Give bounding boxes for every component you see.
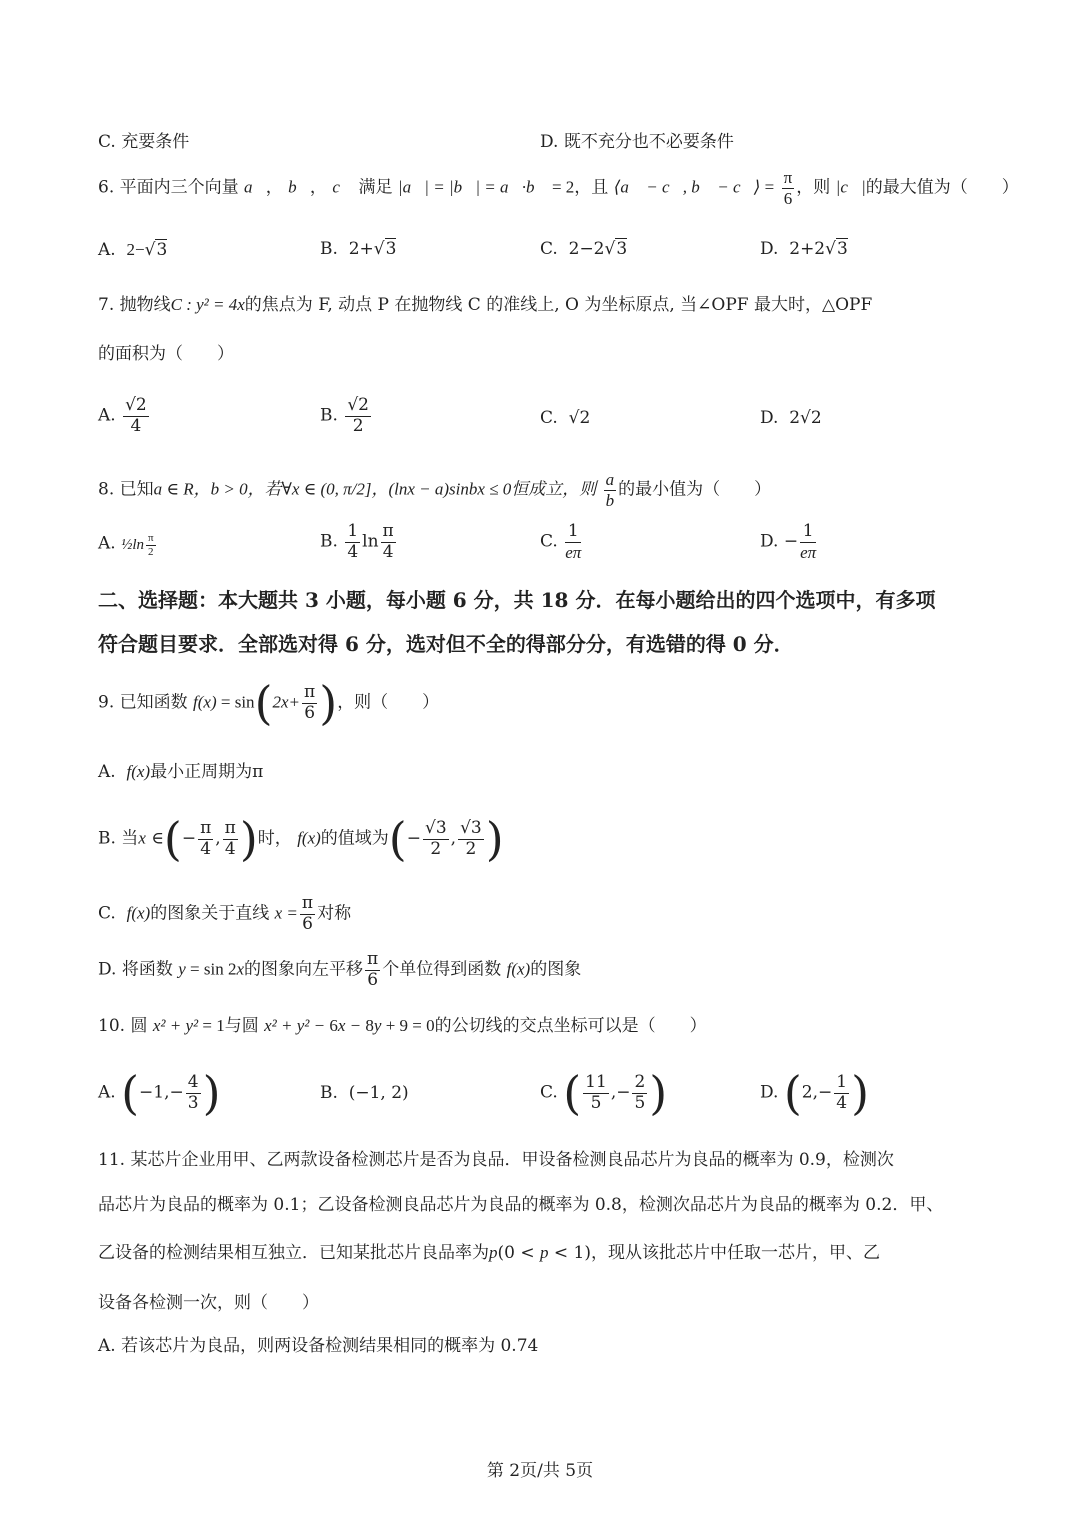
q8-option-c: C. $\frac{1}{e\pi}$ <box>540 521 582 562</box>
page-number: 第 2页/共 5页 <box>486 1461 594 1481</box>
q9-stem: 9. 已知函数 f(x) = sin(2x+ $\frac{\pi}{6}$ )，则（ ） <box>98 676 440 730</box>
q7-option-c: C. √2 <box>540 408 591 428</box>
q10-stem: 10. 圆 x² + y² = 1与圆 x² + y² − 6x − 8y + 9 = 0的公切线的交点坐标可以是（ ） <box>98 1016 707 1036</box>
q5-option-c: C. 充要条件 <box>98 132 190 152</box>
section-2-header-cont: 符合题目要求．全部选对得 6 分，选对但不全的得部分分，有选错的得 0 分． <box>98 632 794 656</box>
q10-option-b: B. (−1, 2) <box>320 1083 409 1103</box>
q11-line-3: 乙设备的检测结果相互独立．已知某批芯片良品率为p(0 < p < 1)，现从该批芯片中任取一芯片，甲、乙 <box>98 1243 880 1263</box>
q9-option-d: D. 将函数 y = sin 2x的图象向左平移 $\frac{\pi}{6}$ 个单位得到函数 f(x)的图象 <box>98 949 582 990</box>
q8-option-a: A. ½ln $\frac{\pi}{2}$ <box>98 532 154 558</box>
section-2-header: 二、选择题：本大题共 3 小题，每小题 6 分，共 18 分．在每小题给出的四个选项中，有多项 <box>98 588 936 612</box>
q11-option-a: A. 若该芯片为良品，则两设备检测结果相同的概率为 0.74 <box>98 1336 539 1356</box>
q7-stem: 7. 抛物线C : y² = 4x的焦点为 F, 动点 P 在抛物线 C 的准线上, O 为坐标原点, 当∠OPF 最大时，△OPF <box>98 295 873 315</box>
q11-line-2: 品芯片为良品的概率为 0.1；乙设备检测良品芯片为良品的概率为 0.8，检测次品芯片为良品的概率为 0.2．甲、 <box>98 1195 944 1215</box>
q7-option-d: D. 2√2 <box>760 408 822 428</box>
q8-stem: 8. 已知a ∈ R，b > 0，若∀x ∈ (0, π/2]，(lnx − a)sinbx ≤ 0恒成立，则 $\frac{a}{b}$ 的最小值为（ ） <box>98 470 772 510</box>
q5-option-d: D. 既不充分也不必要条件 <box>540 132 734 152</box>
q11-line-1: 11. 某芯片企业用甲、乙两款设备检测芯片是否为良品．甲设备检测良品芯片为良品的概率为 0.9，检测次 <box>98 1150 894 1170</box>
q10-option-c: C. ( $\frac{11}{5}$ ,− $\frac{2}{5}$ ) <box>540 1066 668 1120</box>
q8-option-d: D. − $\frac{1}{e\pi}$ <box>760 521 817 562</box>
q9-option-b: B. 当x ∈(− $\frac{\pi}{4}$ , $\frac{\pi}{4}$ )时， f(x)的值域为(− $\frac{√3}{2}$ , $\frac{√3}{2}$ ) <box>98 812 504 866</box>
q7-option-a: A. $\frac{√2}{4}$ <box>98 395 147 436</box>
q6-option-b: B. 2+√3 <box>320 239 397 259</box>
q11-line-4: 设备各检测一次，则（ ） <box>98 1293 319 1313</box>
q6-option-a: A. 2−√3 <box>98 240 168 260</box>
q8-option-b: B. $\frac{1}{4}$ ln $\frac{\pi}{4}$ <box>320 521 394 562</box>
q7-stem-continued: 的面积为（ ） <box>98 344 234 364</box>
q10-option-a: A. (−1,− $\frac{4}{3}$ ) <box>98 1066 221 1120</box>
q9-option-a: A. f(x)最小正周期为π <box>98 762 264 782</box>
q10-option-d: D. (2,− $\frac{1}{4}$ ) <box>760 1066 870 1120</box>
q9-option-c: C. f(x)的图象关于直线 x = $\frac{\pi}{6}$ 对称 <box>98 893 352 934</box>
q6-stem: 6. 平面内三个向量 a⃗， b⃗， c⃗ 满足 |a⃗| = |b⃗| = a⃗·b⃗ = 2，且 ⟨a⃗ − c⃗, b⃗ − c⃗⟩ = $\frac{\pi}{6}$ ，则 |c⃗|的最大值为（ ） <box>98 168 1019 208</box>
q6-option-c: C. 2−2√3 <box>540 239 628 259</box>
q6-option-d: D. 2+2√3 <box>760 239 848 259</box>
q7-option-b: B. $\frac{√2}{2}$ <box>320 395 369 436</box>
